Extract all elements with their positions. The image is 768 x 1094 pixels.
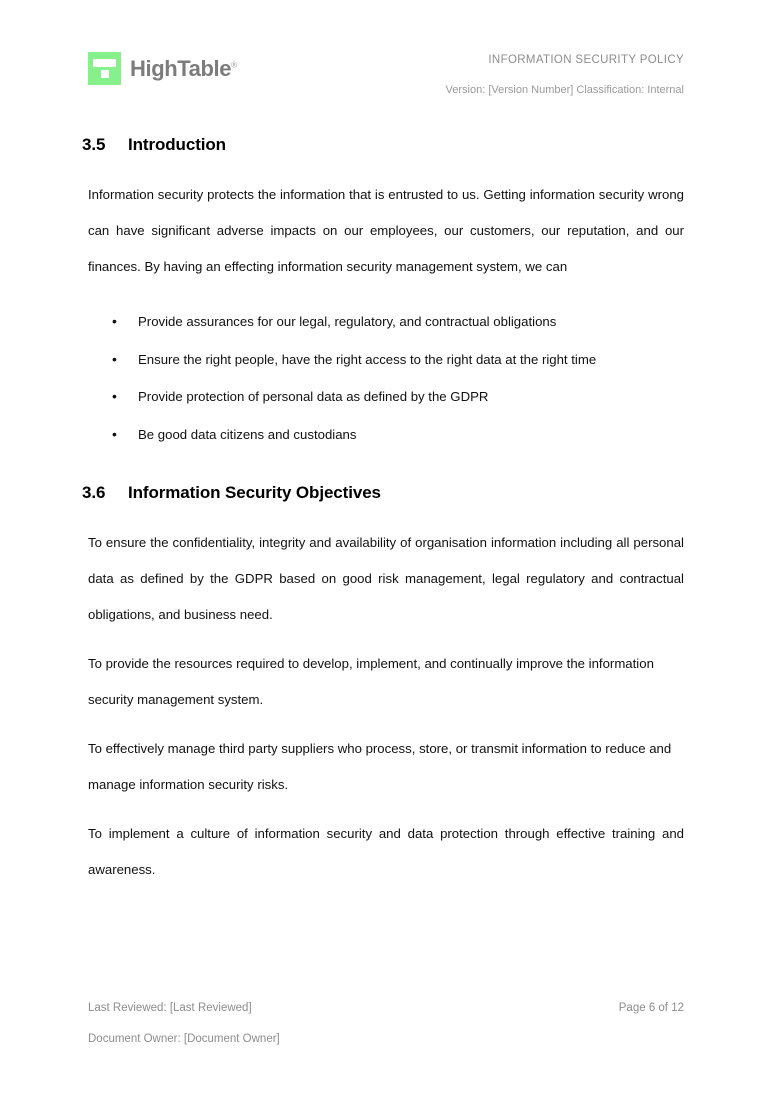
- section-title: Introduction: [128, 135, 226, 154]
- spacer: [88, 453, 684, 483]
- paragraph: To implement a culture of information security and data protection through effective training and awareness.: [88, 826, 684, 877]
- list-item: [88, 341, 684, 379]
- table-logo-icon: [88, 52, 121, 85]
- document-owner-text: Document Owner: [Document Owner]: [88, 1033, 280, 1045]
- list-item-text: Provide protection of personal data as defined by the GDPR: [138, 389, 489, 404]
- section-number: 3.6: [82, 483, 106, 502]
- bullet-list: [88, 303, 684, 453]
- paragraph: To effectively manage third party suppliers who process, store, or transmit information to reduce and manage information security risks.: [88, 741, 672, 792]
- page-header: [88, 48, 684, 110]
- list-item-text: Ensure the right people, have the right access to the right data at the right time: [138, 351, 597, 367]
- logo-stub-shape: [101, 70, 109, 78]
- header-meta: [446, 48, 684, 98]
- bullet-icon: •: [112, 425, 117, 442]
- footer-row-secondary: [88, 1029, 684, 1050]
- section-heading-3-6: [82, 483, 684, 503]
- logo-bar-shape: [93, 59, 116, 67]
- brand-logo: [88, 52, 237, 85]
- last-reviewed-text: Last Reviewed: [Last Reviewed]: [88, 1002, 252, 1014]
- spacer: [88, 718, 684, 731]
- paragraph: To provide the resources required to develop, implement, and continually improve the information security management system.: [88, 656, 654, 707]
- spacer: [88, 155, 684, 177]
- bullet-icon: •: [112, 388, 117, 404]
- trademark-symbol: ®: [231, 60, 237, 70]
- page-number-text: Page 6 of 12: [618, 1002, 684, 1014]
- spacer: [88, 803, 684, 816]
- paragraph: To ensure the confidentiality, integrity and availability of organisation information including all personal data as defined by the GDPR based on good risk management, legal regulatory and contractual obligations, and business need.: [88, 535, 684, 622]
- brand-wordmark: [130, 56, 237, 82]
- bullet-icon: •: [112, 350, 117, 367]
- section-title: Information Security Objectives: [128, 483, 381, 502]
- footer-row-primary: [88, 998, 684, 1019]
- spacer: [88, 503, 684, 525]
- bullet-icon: •: [112, 313, 117, 329]
- paragraph: Information security protects the information that is entrusted to us. Getting information security wrong can have significant adverse impacts on our employees, our customers, our reputation, and our finances. By having an effecting information security management system, we can: [88, 187, 684, 274]
- list-item-text: Provide assurances for our legal, regulatory, and contractual obligations: [138, 314, 557, 329]
- document-body: [82, 135, 684, 888]
- list-item: [88, 378, 684, 416]
- list-item: [88, 416, 684, 454]
- list-item-text: Be good data citizens and custodians: [138, 426, 357, 442]
- section-heading-3-5: [82, 135, 684, 155]
- section-number: 3.5: [82, 135, 106, 154]
- header-version-classification: Version: [Version Number] Classification: Internal: [445, 84, 684, 96]
- page-footer: [88, 998, 684, 1050]
- spacer: [88, 285, 684, 303]
- brand-wordmark-text: HighTable: [130, 55, 232, 81]
- spacer: [88, 633, 684, 646]
- header-document-title: INFORMATION SECURITY POLICY: [488, 54, 684, 66]
- list-item: [88, 303, 684, 341]
